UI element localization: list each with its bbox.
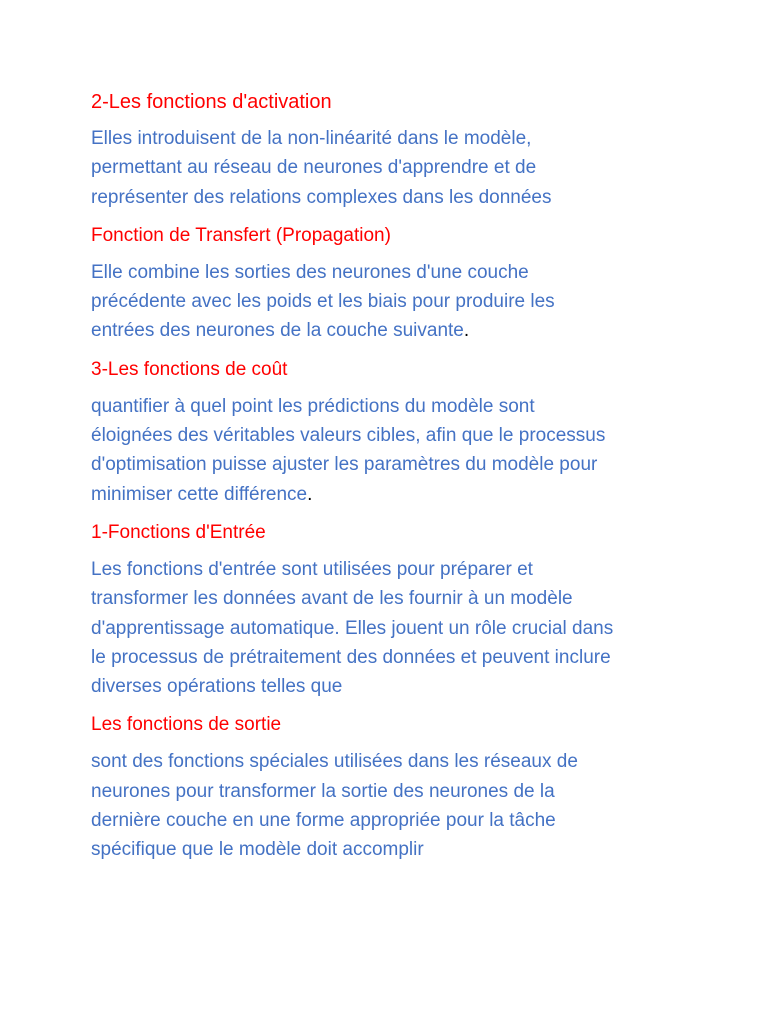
paragraph-line: précédente avec les poids et les biais pour produire les <box>91 291 555 313</box>
paragraph-line: le processus de prétraitement des données et peuvent inclure <box>91 646 611 668</box>
paragraph-line <box>91 480 711 509</box>
paragraph-line-text: minimiser cette différence <box>91 483 308 505</box>
paragraph-line: transformer les données avant de les fournir à un modèle <box>91 588 573 610</box>
paragraph-line: Elles introduisent de la non-linéarité dans le modèle, <box>91 128 532 149</box>
section-paragraph-input <box>91 555 711 701</box>
section-heading-input: 1-Fonctions d'Entrée <box>91 521 266 543</box>
document-body <box>91 88 711 875</box>
paragraph-line: quantifier à quel point les prédictions du modèle sont <box>91 395 535 417</box>
section-paragraph-activation <box>91 124 711 212</box>
section-heading-transfer: Fonction de Transfert (Propagation) <box>91 224 391 246</box>
paragraph-line: éloignées des véritables valeurs cibles, afin que le processus <box>91 425 606 447</box>
paragraph-line-text: entrées des neurones de la couche suivante <box>91 320 464 342</box>
trailing-period: . <box>307 483 313 505</box>
section-paragraph-output <box>91 747 711 864</box>
paragraph-line: neurones pour transformer la sortie des neurones de la <box>91 780 555 802</box>
trailing-period: . <box>463 320 470 342</box>
section-heading-cost: 3-Les fonctions de coût <box>91 358 288 380</box>
paragraph-line: Elle combine les sorties des neurones d'une couche <box>91 261 529 283</box>
section-heading-output: Les fonctions de sortie <box>91 714 282 736</box>
paragraph-line <box>91 316 711 345</box>
paragraph-line: représenter des relations complexes dans les données <box>91 186 552 208</box>
paragraph-line: d'optimisation puisse ajuster les paramètres du modèle pour <box>91 454 598 476</box>
paragraph-line: sont des fonctions spéciales utilisées dans les réseaux de <box>91 751 578 773</box>
section-heading-activation: 2-Les fonctions d'activation <box>91 91 332 113</box>
paragraph-line: spécifique que le modèle doit accomplir <box>91 839 424 861</box>
paragraph-line: Les fonctions d'entrée sont utilisées pour préparer et <box>91 558 533 580</box>
paragraph-line: permettant au réseau de neurones d'apprendre et de <box>91 157 537 179</box>
section-paragraph-transfer <box>91 258 711 346</box>
paragraph-line: diverses opérations telles que <box>91 676 343 698</box>
section-paragraph-cost <box>91 392 711 509</box>
paragraph-line: dernière couche en une forme appropriée pour la tâche <box>91 810 556 832</box>
paragraph-line: d'apprentissage automatique. Elles jouent un rôle crucial dans <box>91 617 614 639</box>
